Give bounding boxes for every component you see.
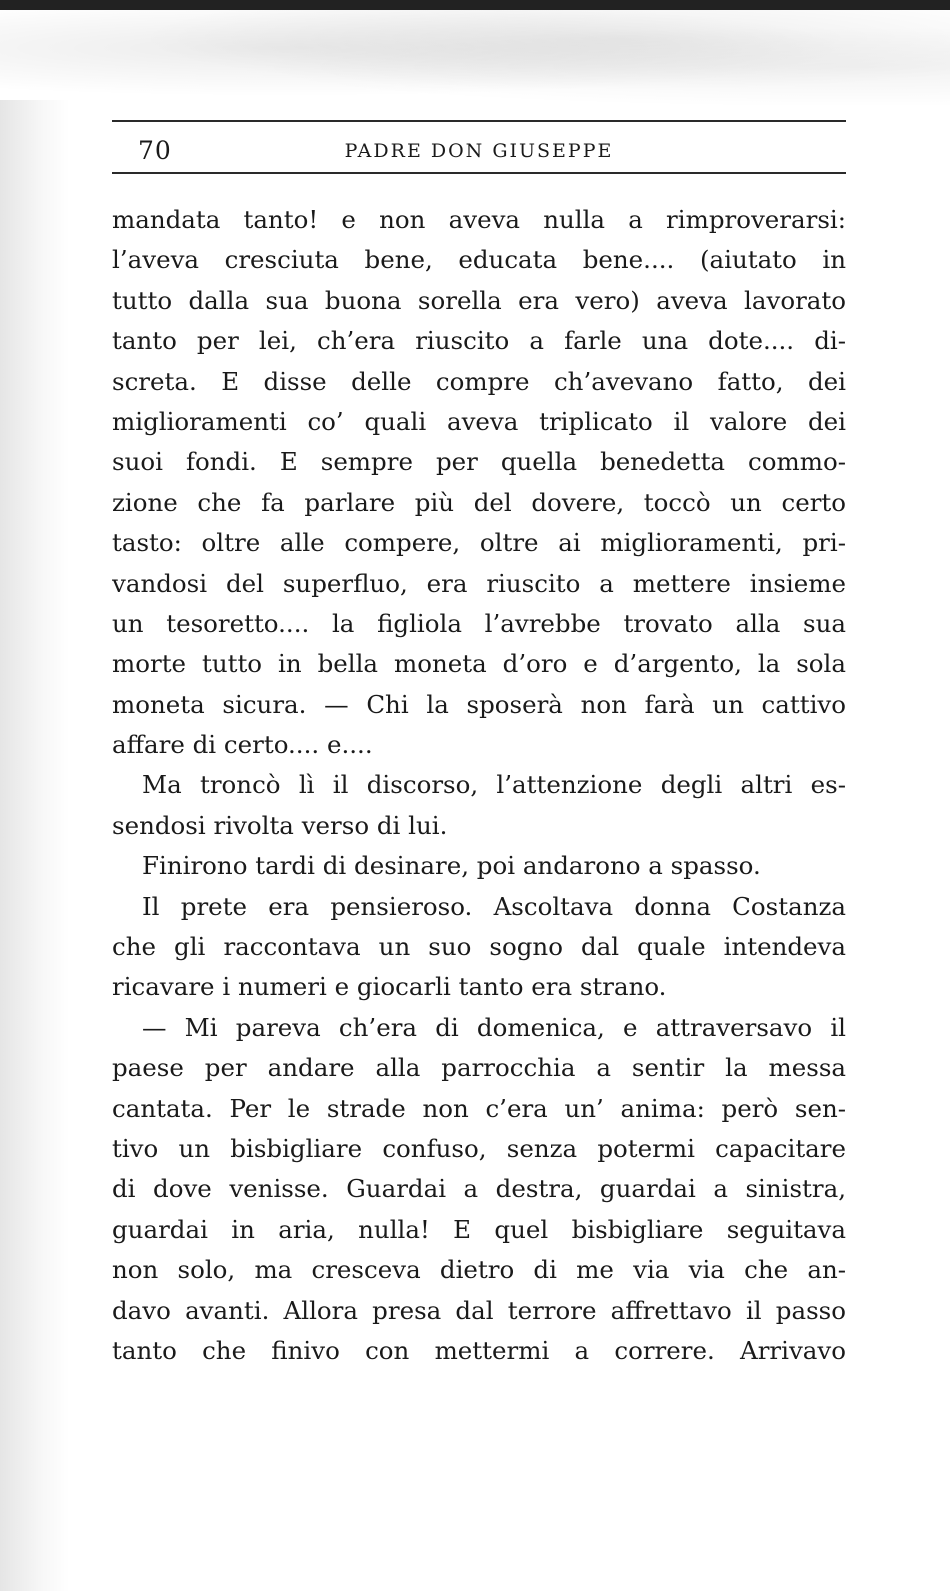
text-line: non solo, ma cresceva dietro di me via via che an-	[112, 1255, 846, 1285]
text-line: che gli raccontava un suo sogno dal quale intendeva	[112, 932, 846, 962]
text-line: cantata. Per le strade non c’era un’ anima: però sen-	[112, 1093, 846, 1123]
text-line: un tesoretto.... la figliola l’avrebbe trovato alla sua	[112, 608, 846, 638]
text-line: moneta sicura. — Chi la sposerà non farà un cattivo	[112, 689, 846, 719]
book-page	[112, 120, 846, 1371]
text-line: — Mi pareva ch’era di domenica, e attraversavo il	[142, 1012, 846, 1042]
page-header	[112, 122, 846, 172]
body-text	[112, 200, 846, 1371]
page-number: 70	[138, 136, 172, 165]
text-line: mandata tanto! e non aveva nulla a rimproverarsi:	[112, 205, 846, 234]
text-line: tanto che finivo con mettermi a correre. Arrivavo	[112, 1335, 846, 1365]
text-line: Finirono tardi di desinare, poi andarono a spasso.	[142, 851, 761, 881]
text-line: screta. E disse delle compre ch’avevano fatto, dei	[112, 366, 846, 396]
text-line: l’aveva cresciuta bene, educata bene.... (aiutato in	[112, 245, 846, 275]
header-bottom-rule	[112, 172, 846, 174]
text-line: tivo un bisbigliare confuso, senza potermi capacitare	[112, 1133, 846, 1163]
text-line: vandosi del superfluo, era riuscito a mettere insieme	[112, 568, 846, 598]
text-line: morte tutto in bella moneta d’oro e d’argento, la sola	[112, 649, 846, 679]
text-line: ricavare i numeri e giocarli tanto era strano.	[112, 972, 667, 1002]
scan-top-edge	[0, 0, 950, 10]
running-title: PADRE DON GIUSEPPE	[344, 140, 614, 162]
text-line: tasto: oltre alle compere, oltre ai miglioramenti, pri-	[112, 528, 846, 558]
scan-noise-left	[0, 100, 70, 1591]
text-line: Il prete era pensieroso. Ascoltava donna Costanza	[142, 891, 846, 921]
text-line: suoi fondi. E sempre per quella benedetta commo-	[112, 447, 846, 477]
text-line: miglioramenti co’ quali aveva triplicato il valore dei	[112, 406, 846, 436]
text-line: tutto dalla sua buona sorella era vero) aveva lavorato	[112, 285, 846, 315]
text-line: zione che fa parlare più del dovere, toccò un certo	[112, 487, 846, 517]
text-line: paese per andare alla parrocchia a sentir la messa	[112, 1053, 846, 1083]
text-line: davo avanti. Allora presa dal terrore affrettavo il passo	[112, 1295, 846, 1325]
text-line: tanto per lei, ch’era riuscito a farle una dote.... di-	[112, 326, 846, 356]
text-line: guardai in aria, nulla! E quel bisbigliare seguitava	[112, 1214, 846, 1244]
text-line: Ma troncò lì il discorso, l’attenzione degli altri es-	[142, 770, 846, 800]
text-line: sendosi rivolta verso di lui.	[112, 810, 448, 840]
scan-noise-top	[0, 10, 950, 105]
text-line: di dove venisse. Guardai a destra, guardai a sinistra,	[112, 1174, 846, 1204]
text-line: affare di certo.... e....	[112, 730, 373, 760]
